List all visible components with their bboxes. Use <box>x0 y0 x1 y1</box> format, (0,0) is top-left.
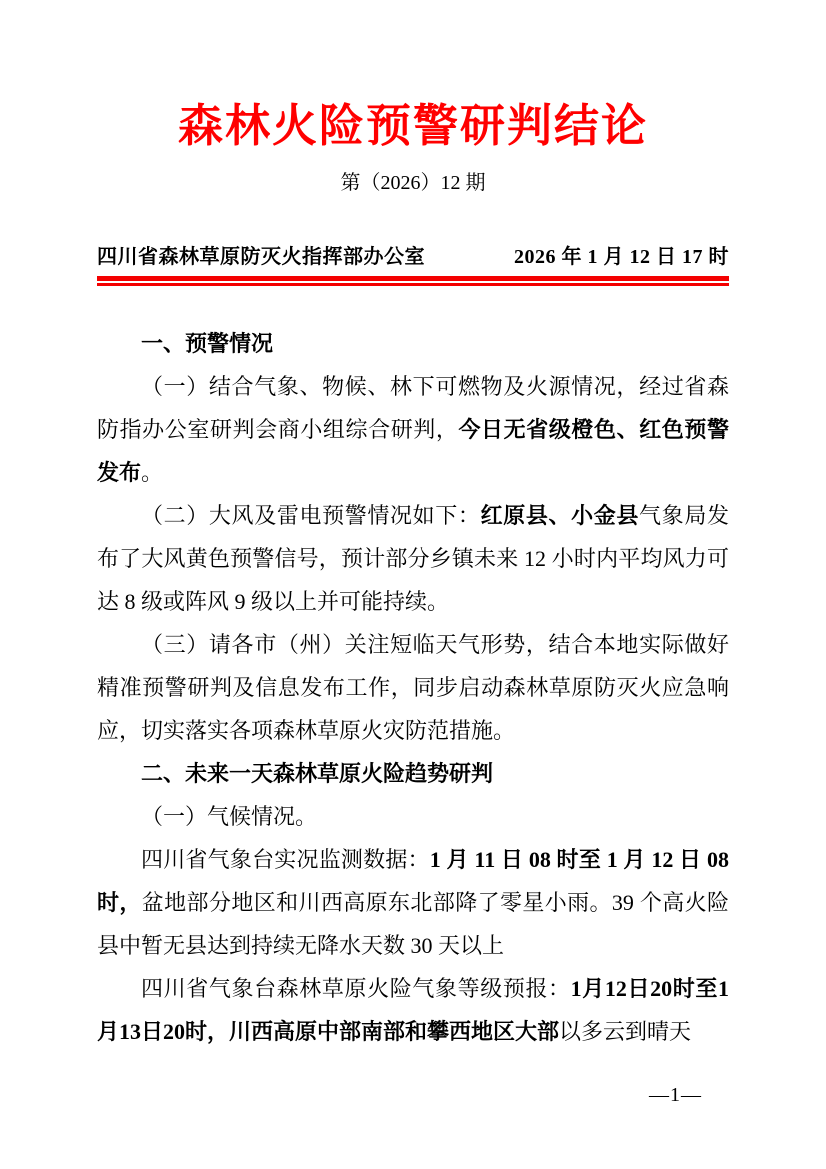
emphasis-text: 一、预警情况 <box>141 331 274 356</box>
emphasis-text: 红原县、小金县 <box>480 503 640 528</box>
body-text: （三）请各市（州）关注短临天气形势，结合本地实际做好精准预警研判及信息发布工作，同步启动森林草原防灭火应急响应，切实落实各项森林草原火灾防范措施。 <box>97 632 729 743</box>
body-text: 。 <box>141 460 164 485</box>
page-number: —1— <box>649 1084 702 1106</box>
emphasis-text: 二、未来一天森林草原火险趋势研判 <box>141 761 494 786</box>
body-text: 盆地部分地区和川西高原东北部降了零星小雨。39 个高火险县中暂无县达到持续无降水天数 30 天以上 <box>97 890 729 958</box>
emphasis-text: 今日无省级橙色、红色预警发布 <box>97 417 729 485</box>
emphasis-text: 1 月 11 日 08 时至 1 月 12 日 08 时， <box>97 847 729 915</box>
section-heading-warning-status <box>97 322 729 365</box>
document-header <box>97 240 729 269</box>
issuing-organization: 四川省森林草原防灭火指挥部办公室 <box>97 246 425 268</box>
para-fire-danger-forecast <box>97 967 729 1053</box>
body-text: （二）大风及雷电预警情况如下： <box>141 503 481 528</box>
body-text: 四川省气象台实况监测数据： <box>141 847 430 872</box>
issue-datetime: 2026 年 1 月 12 日 17 时 <box>514 246 729 268</box>
red-divider-rule <box>97 276 729 286</box>
body-text: 以多云到晴天 <box>559 1019 692 1044</box>
para-wind-lightning-warning <box>97 494 729 623</box>
section-heading-fire-trend <box>97 752 729 795</box>
para-monitoring-data <box>97 838 729 967</box>
body-text: 气象局发布了大风黄色预警信号，预计部分乡镇未来 12 小时内平均风力可达 8 级或阵风 9 级以上并可能持续。 <box>97 503 729 614</box>
para-warning-summary <box>97 365 729 494</box>
emphasis-text: 1月12日20时至1月13日20时，川西高原中部南部和攀西地区大部 <box>97 976 729 1044</box>
para-city-notice <box>97 623 729 752</box>
page-footer <box>649 1084 702 1107</box>
body-text: （一）结合气象、物候、林下可燃物及火源情况，经过省森防指办公室研判会商小组综合研判， <box>97 374 729 442</box>
body-text: 四川省气象台森林草原火险气象等级预报： <box>141 976 571 1001</box>
document-body <box>97 322 729 1053</box>
document-title: 森林火险预警研判结论 <box>177 101 648 151</box>
para-climate-label <box>97 795 729 838</box>
body-text: （一）气候情况。 <box>141 804 318 829</box>
issue-number: 第（2026）12 期 <box>340 172 486 194</box>
